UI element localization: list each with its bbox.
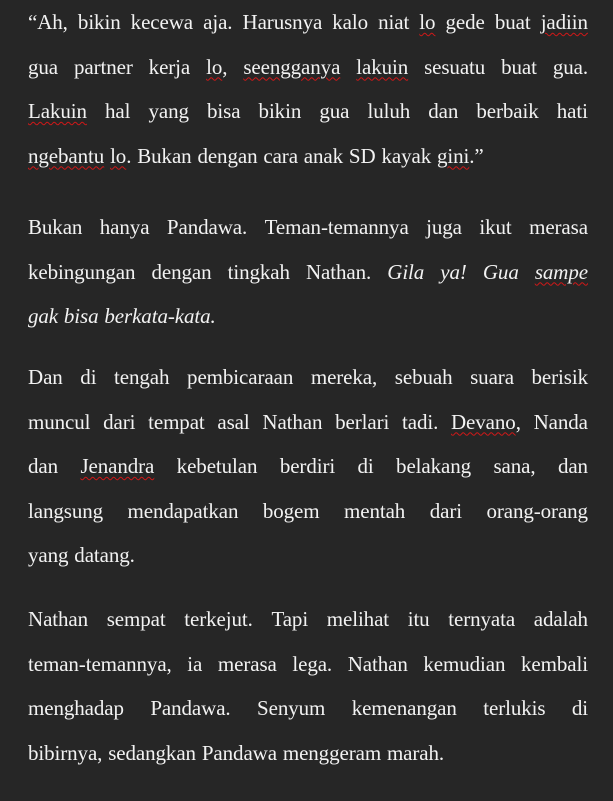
- word: ternyata: [448, 607, 516, 631]
- text-line: [28, 367, 588, 412]
- word: kebetulan: [176, 454, 258, 478]
- word: belakang: [396, 454, 472, 478]
- word: Gila: [387, 259, 425, 284]
- word: muncul: [28, 409, 91, 434]
- word: merasa: [217, 651, 277, 676]
- text-line: [28, 143, 588, 191]
- word: bikin: [258, 99, 302, 123]
- word: juga: [426, 215, 462, 239]
- word: sempat: [106, 607, 166, 631]
- misspelled-word: seengganya: [243, 54, 341, 79]
- word: gak: [28, 304, 59, 328]
- word: pembicaraan: [187, 365, 294, 389]
- misspelled-word: lo,: [206, 54, 228, 79]
- word: gua: [28, 54, 59, 79]
- word: gua: [319, 99, 350, 123]
- word: buat: [501, 54, 537, 79]
- word: Bukan: [137, 143, 192, 168]
- word: Pandawa.: [166, 215, 248, 239]
- word: gede: [445, 10, 485, 34]
- word: Pandawa: [201, 740, 277, 765]
- word: Senyum: [257, 696, 326, 720]
- word: bogem: [262, 498, 320, 523]
- word: hal: [105, 99, 131, 123]
- word: tengah: [114, 365, 170, 389]
- word: kerja: [148, 54, 191, 79]
- misspelled-word: lo: [419, 10, 436, 34]
- text-line: [28, 54, 588, 102]
- word: datang.: [74, 543, 135, 567]
- word: dari: [103, 409, 136, 434]
- word: dengan: [151, 259, 212, 284]
- misspelled-word: Devano,: [450, 409, 521, 434]
- word: mentah: [344, 498, 406, 523]
- word: menghadap: [28, 696, 124, 720]
- word: hanya: [99, 215, 150, 239]
- word: bisa: [63, 304, 99, 328]
- word: buat: [494, 10, 531, 34]
- word: ia: [187, 651, 203, 676]
- word: merasa: [529, 215, 588, 239]
- word: Harusnya: [242, 10, 323, 34]
- word: teman-temannya,: [28, 651, 172, 676]
- text-line: [28, 498, 588, 546]
- word: melihat: [326, 607, 390, 631]
- word: kemudian: [423, 651, 506, 676]
- word: Nathan: [262, 409, 323, 434]
- word: aja.: [203, 10, 233, 34]
- misspelled-word: lo.: [110, 143, 132, 168]
- word: sesuatu: [424, 54, 486, 79]
- word: gua.: [552, 54, 588, 79]
- word: adalah: [533, 607, 588, 631]
- word: kebingungan: [28, 259, 136, 284]
- word: itu: [407, 607, 430, 631]
- word: partner: [73, 54, 133, 79]
- word: yang: [28, 543, 69, 567]
- word: anak: [303, 143, 344, 168]
- text-line: [28, 609, 588, 654]
- word: dari: [429, 498, 462, 523]
- word: ikut: [479, 215, 512, 239]
- text-line: [28, 259, 588, 307]
- paragraph: [28, 217, 588, 351]
- misspelled-word: jadiin: [540, 10, 588, 34]
- word: niat: [378, 10, 410, 34]
- word: Dan: [28, 365, 63, 389]
- word: SD: [348, 143, 376, 168]
- text-line: [28, 651, 588, 699]
- word: berisik: [531, 365, 588, 389]
- word: mendapatkan: [127, 498, 239, 523]
- word: Nathan: [28, 607, 89, 631]
- word: orang-orang: [486, 498, 588, 523]
- misspelled-word: lakuin: [356, 54, 409, 79]
- word: Nathan.: [305, 259, 372, 284]
- word: di: [571, 696, 588, 720]
- word: berdiri: [279, 454, 336, 478]
- word: berlari: [335, 409, 390, 434]
- word: sebuah: [394, 365, 453, 389]
- word: bisa: [207, 99, 241, 123]
- word: Bukan: [28, 215, 83, 239]
- word: Teman-temannya: [264, 215, 409, 239]
- paragraph: [28, 12, 588, 190]
- word: marah.: [386, 740, 445, 765]
- text-line: [28, 306, 588, 351]
- word: Tapi: [271, 607, 309, 631]
- paragraph: [28, 367, 588, 590]
- word: luluh: [367, 99, 411, 123]
- word: langsung: [28, 498, 104, 523]
- word: Gua: [482, 259, 519, 284]
- misspelled-word: gini.”: [436, 143, 484, 168]
- word: berbaik: [476, 99, 539, 123]
- word: tempat: [148, 409, 205, 434]
- misspelled-word: ngebantu: [28, 143, 105, 168]
- word: lega.: [292, 651, 333, 676]
- word: kecewa: [130, 10, 194, 34]
- word: terkejut.: [184, 607, 253, 631]
- word: Nathan: [347, 651, 408, 676]
- text-line: [28, 409, 588, 457]
- paragraph: [28, 609, 588, 787]
- word: mereka,: [310, 365, 378, 389]
- word: di: [357, 454, 374, 478]
- word: hati: [556, 99, 588, 123]
- text-line: [28, 12, 588, 57]
- word: berkata-kata.: [104, 304, 216, 328]
- word: dan: [428, 99, 459, 123]
- text-line: [28, 217, 588, 262]
- word: dan: [557, 454, 588, 478]
- word: bibirnya,: [28, 740, 103, 765]
- word: ya!: [440, 259, 467, 284]
- word: sana,: [493, 454, 536, 478]
- word: bikin: [77, 10, 121, 34]
- word: dan: [28, 454, 59, 478]
- word: kalo: [332, 10, 369, 34]
- misspelled-word: sampe: [534, 259, 588, 284]
- word: yang: [148, 99, 189, 123]
- text-line: [28, 545, 588, 590]
- word: sedangkan: [108, 740, 196, 765]
- word: di: [80, 365, 97, 389]
- word: suara: [470, 365, 514, 389]
- word: tingkah: [227, 259, 290, 284]
- word: cara: [263, 143, 298, 168]
- word: kemenangan: [351, 696, 457, 720]
- word: “Ah,: [28, 10, 68, 34]
- word: kembali: [520, 651, 588, 676]
- text-line: [28, 698, 588, 743]
- word: tadi.: [402, 409, 439, 434]
- word: terlukis: [483, 696, 546, 720]
- word: asal: [217, 409, 250, 434]
- word: Nanda: [533, 409, 588, 434]
- word: menggeram: [282, 740, 382, 765]
- misspelled-word: Lakuin: [28, 99, 87, 123]
- word: kayak: [381, 143, 432, 168]
- word: dengan: [197, 143, 258, 168]
- text-line: [28, 101, 588, 146]
- text-line: [28, 740, 588, 788]
- word: Pandawa.: [150, 696, 231, 720]
- text-line: [28, 456, 588, 501]
- misspelled-word: Jenandra: [80, 454, 155, 478]
